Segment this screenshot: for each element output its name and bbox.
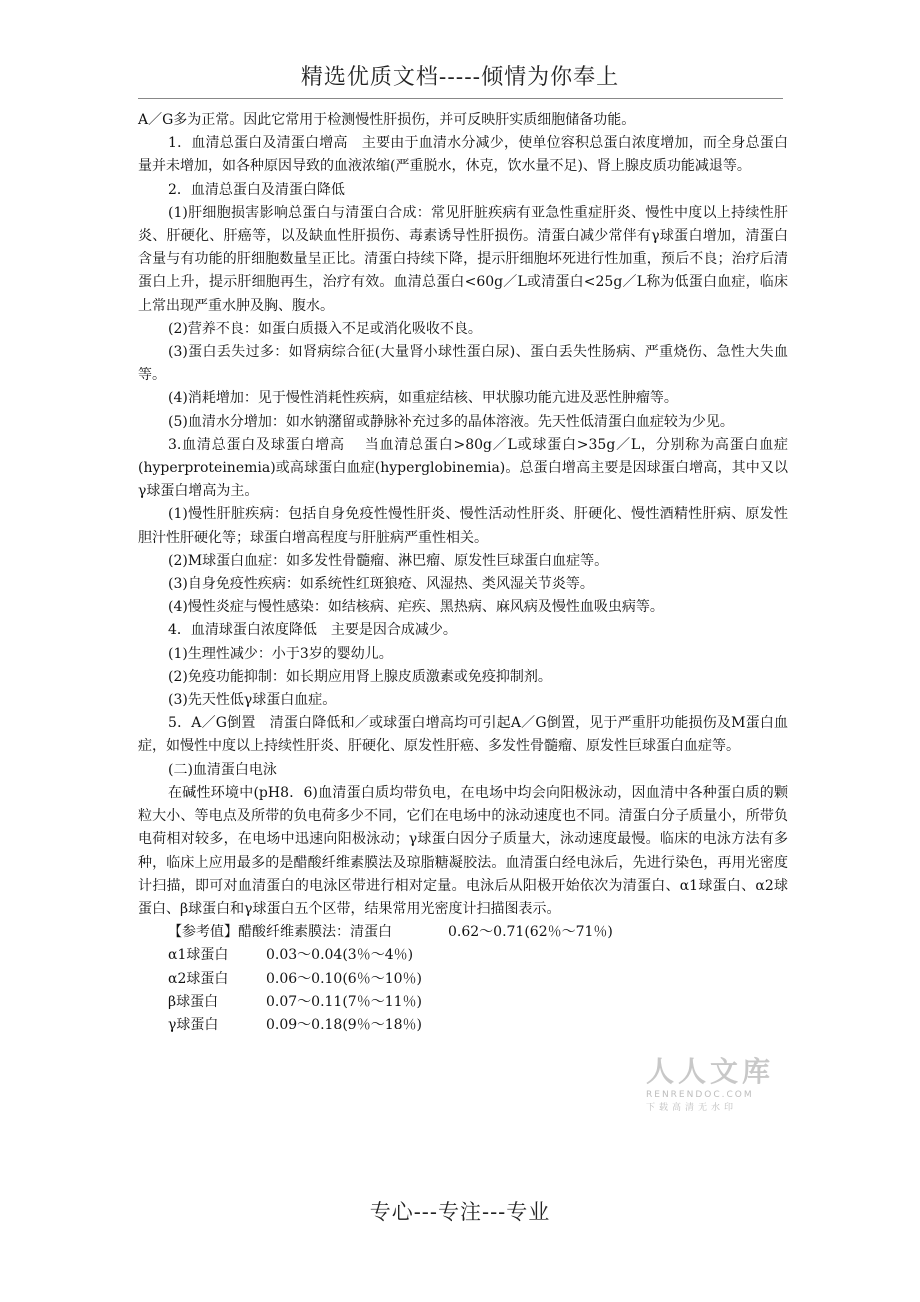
document-body bbox=[138, 109, 788, 1037]
reference-value: 0.09～0.18(9％～18％) bbox=[266, 1016, 422, 1033]
paragraph-ag-normal: A／G多为正常。因此它常用于检测慢性肝损伤，并可反映肝实质细胞储备功能。 bbox=[138, 112, 636, 128]
paragraph-2-1: (1)肝细胞损害影响总蛋白与清蛋白合成：常见肝脏疾病有亚急性重症肝炎、慢性中度以上持续性肝炎、肝硬化、肝癌等，以及缺血性肝损伤、毒素诱导性肝损伤。清蛋白减少常伴有γ球蛋白增加，清蛋白含量与有功能的肝细胞数量呈正比。清蛋白持续下降，提示肝细胞坏死进行性加重，预后不良；治疗后清蛋白上升，提示肝细胞再生，治疗有效。血清总蛋白<60g／L或清蛋白<25g／L称为低蛋白血症，临床上常出现严重水肿及胸、腹水。 bbox=[138, 204, 788, 314]
page-header-title: 精选优质文档-----倾情为你奉上 bbox=[300, 65, 620, 90]
reference-row bbox=[138, 968, 788, 991]
header-divider bbox=[138, 98, 783, 99]
paragraph-section-3: 3.血清总蛋白及球蛋白增高 当血清总蛋白>80g／L或球蛋白>35g／L，分别称为高蛋白血症(hyperproteinemia)或高球蛋白血症(hyperglobinemia)。总蛋白增高主要是因球蛋白增高，其中又以γ球蛋白增高为主。 bbox=[138, 436, 788, 500]
reference-name: β球蛋白 bbox=[168, 993, 219, 1010]
paragraph-2-3: (3)蛋白丢失过多：如肾病综合征(大量肾小球性蛋白尿)、蛋白丢失性肠病、严重烧伤、急性大失血等。 bbox=[138, 344, 788, 384]
reference-value: 0.62～0.71(62％～71％) bbox=[448, 924, 613, 941]
watermark-domain: RENRENDOC.COM bbox=[646, 1090, 754, 1100]
paragraph-section-1: 1．血清总蛋白及清蛋白增高 主要由于血清水分减少，使单位容积总蛋白浓度增加，而全身总蛋白量并未增加，如各种原因导致的血液浓缩(严重脱水，休克，饮水量不足)、肾上腺皮质功能减退等。 bbox=[138, 135, 788, 175]
paragraph-2-2: (2)营养不良：如蛋白质摄入不足或消化吸收不良。 bbox=[168, 320, 482, 337]
watermark bbox=[646, 1050, 776, 1113]
paragraph-section-5: 5．A／G倒置 清蛋白降低和／或球蛋白增高均可引起A／G倒置，见于严重肝功能损伤及M蛋白血症，如慢性中度以上持续性肝炎、肝硬化、原发性肝癌、多发性骨髓瘤、原发性巨球蛋白血症等。 bbox=[138, 715, 788, 755]
section-heading-electrophoresis: (二)血清蛋白电泳 bbox=[168, 761, 277, 778]
reference-row bbox=[138, 991, 788, 1014]
paragraph-2-4: (4)消耗增加：见于慢性消耗性疾病，如重症结核、甲状腺功能亢进及恶性肿瘤等。 bbox=[168, 390, 678, 407]
reference-name: α2球蛋白 bbox=[168, 970, 229, 987]
reference-row bbox=[138, 944, 788, 967]
paragraph-section-4: 4．血清球蛋白浓度降低 主要是因合成减少。 bbox=[168, 622, 457, 639]
paragraph-3-1: (1)慢性肝脏疾病：包括自身免疫性慢性肝炎、慢性活动性肝炎、肝硬化、慢性酒精性肝病、原发性胆汁性肝硬化等；球蛋白增高程度与肝脏病严重性相关。 bbox=[138, 506, 788, 546]
reference-row-albumin bbox=[138, 921, 788, 944]
paragraph-4-3: (3)先天性低γ球蛋白血症。 bbox=[168, 692, 337, 709]
paragraph-4-1: (1)生理性减少：小于3岁的婴幼儿。 bbox=[168, 645, 393, 662]
paragraph-4-2: (2)免疫功能抑制：如长期应用肾上腺皮质激素或免疫抑制剂。 bbox=[168, 668, 552, 685]
reference-value: 0.06～0.10(6％～10％) bbox=[266, 970, 422, 987]
section-heading-2: 2．血清总蛋白及清蛋白降低 bbox=[168, 181, 345, 198]
paragraph-3-3: (3)自身免疫性疾病：如系统性红斑狼疮、风湿热、类风湿关节炎等。 bbox=[168, 576, 594, 593]
watermark-logo: 人人文库 bbox=[646, 1055, 775, 1088]
reference-name: α1球蛋白 bbox=[168, 947, 229, 964]
reference-value: 0.07～0.11(7％～11％) bbox=[266, 993, 422, 1010]
page-footer: 专心---专注---专业 bbox=[369, 1200, 551, 1224]
paragraph-electrophoresis: 在碱性环境中(pH8．6)血清蛋白质均带负电，在电场中均会向阳极泳动，因血清中各种蛋白质的颗粒大小、等电点及所带的负电荷多少不同，它们在电场中的泳动速度也不同。清蛋白分子质量小，所带负电荷相对较多，在电场中迅速向阳极泳动；γ球蛋白因分子质量大，泳动速度最慢。临床的电泳方法有多种，临床上应用最多的是醋酸纤维素膜法及琼脂糖凝胶法。血清蛋白经电泳后，先进行染色，再用光密度计扫描，即可对血清蛋白的电泳区带进行相对定量。电泳后从阳极开始依次为清蛋白、α1球蛋白、α2球蛋白、β球蛋白和γ球蛋白五个区带，结果常用光密度计扫描图表示。 bbox=[138, 784, 788, 917]
reference-label: 【参考值】醋酸纤维素膜法： bbox=[168, 924, 350, 941]
reference-value: 0.03～0.04(3％～4％) bbox=[266, 947, 414, 964]
paragraph-3-2: (2)M球蛋白血症：如多发性骨髓瘤、淋巴瘤、原发性巨球蛋白血症等。 bbox=[168, 552, 609, 569]
paragraph-2-5: (5)血清水分增加：如水钠潴留或静脉补充过多的晶体溶液。先天性低清蛋白血症较为少见。 bbox=[168, 413, 734, 430]
paragraph-3-4: (4)慢性炎症与慢性感染：如结核病、疟疾、黑热病、麻风病及慢性血吸虫病等。 bbox=[168, 599, 664, 616]
reference-row bbox=[138, 1014, 788, 1037]
reference-name: 清蛋白 bbox=[350, 924, 392, 941]
watermark-slogan: 下载高清无水印 bbox=[646, 1103, 738, 1113]
reference-name: γ球蛋白 bbox=[168, 1016, 219, 1033]
